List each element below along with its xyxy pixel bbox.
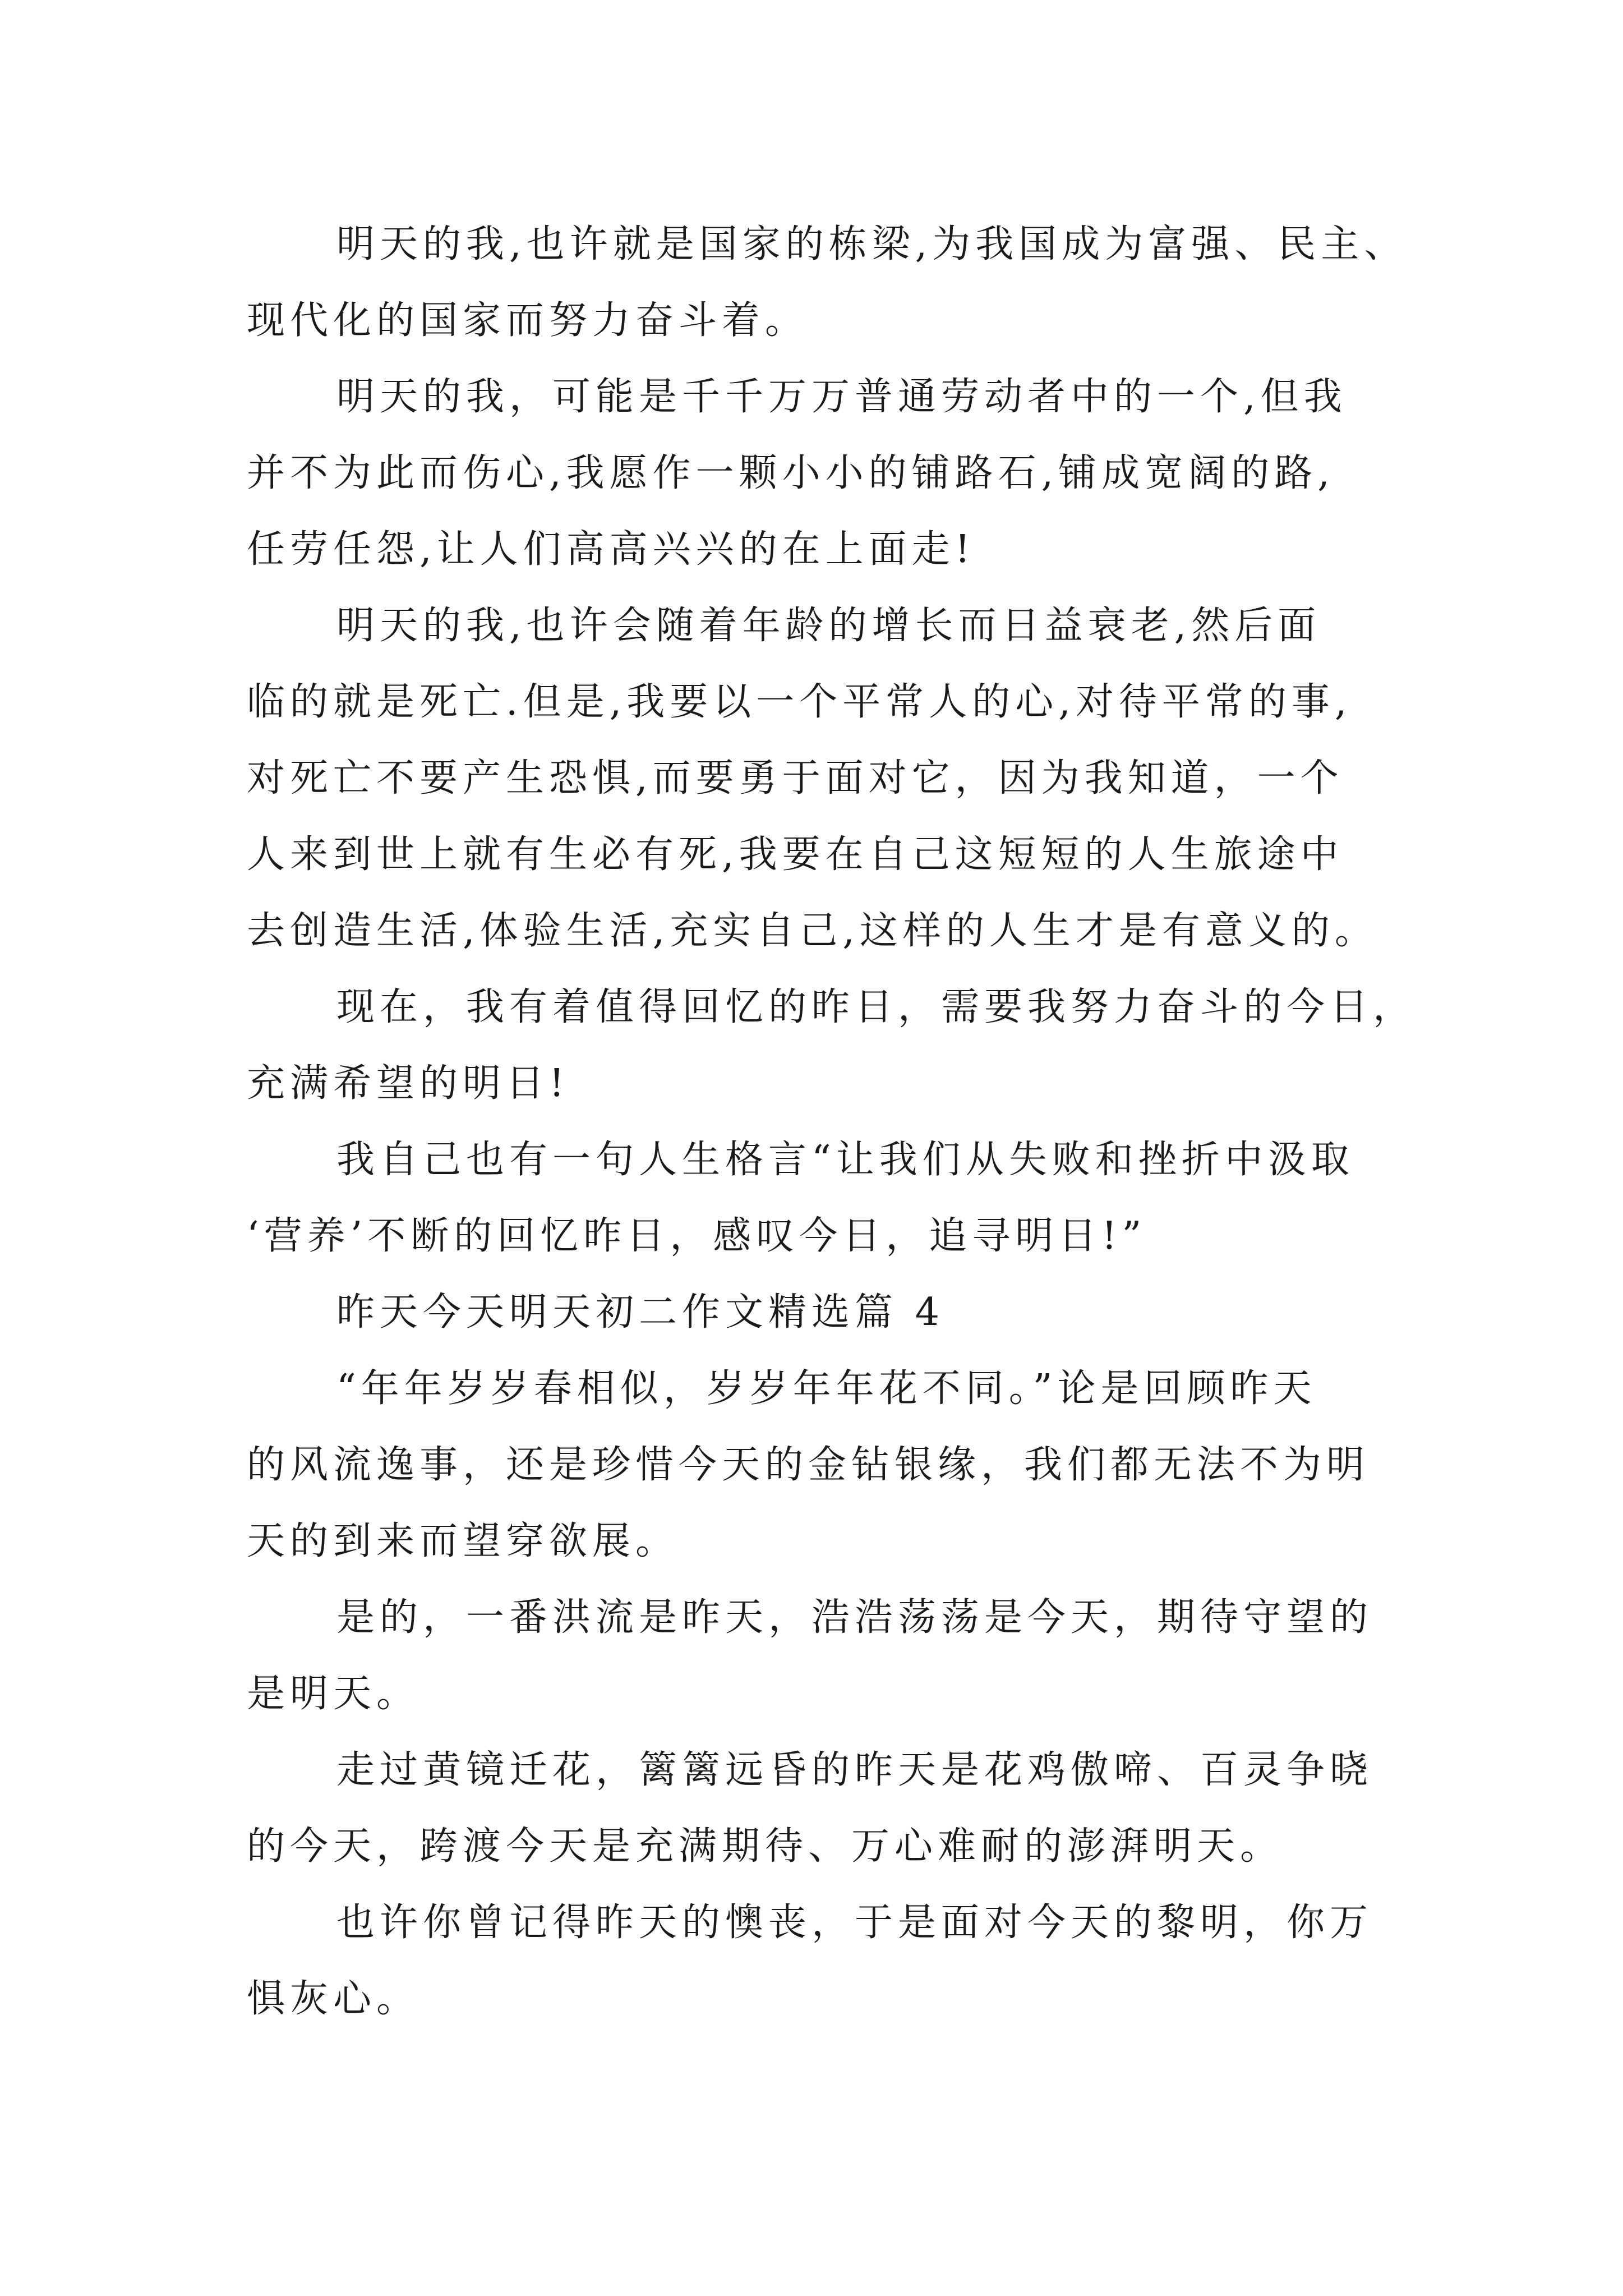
section-heading: 昨天今天明天初二作文精选篇 4 (336, 1290, 944, 1335)
text-line: 我自己也有一句人生格言“让我们从失败和挫折中汲取 (336, 1138, 1354, 1182)
text-line: 走过黄镜迁花，篱篱远昏的昨天是花鸡傲啼、百灵争晓 (336, 1748, 1373, 1792)
text-line: 充满希望的明日! (247, 1061, 570, 1106)
text-line: 明天的我，可能是千千万万普通劳动者中的一个,但我 (336, 375, 1347, 419)
text-line: 的风流逸事，还是珍惜今天的金钻银缘，我们都无法不为明 (247, 1443, 1370, 1487)
text-line: 明天的我,也许会随着年龄的增长而日益衰老,然后面 (336, 604, 1321, 648)
text-line: 惧灰心。 (247, 1977, 420, 2021)
text-line: 现代化的国家而努力奋斗着。 (247, 298, 809, 343)
text-line: “年年岁岁春相似，岁岁年年花不同。”论是回顾昨天 (336, 1366, 1317, 1411)
text-line: 的今天，跨渡今天是充满期待、万心难耐的澎湃明天。 (247, 1824, 1284, 1869)
text-line: 明天的我,也许就是国家的栋梁,为我国成为富强、民主、 (336, 222, 1408, 266)
text-line: 天的到来而望穿欲展。 (247, 1519, 679, 1563)
text-line: 临的就是死亡.但是,我要以一个平常人的心,对待平常的事, (247, 680, 1352, 724)
text-line: ‘营养’不断的回忆昨日，感叹今日，追寻明日!” (247, 1214, 1147, 1258)
text-line: 是的，一番洪流是昨天，浩浩荡荡是今天，期待守望的 (336, 1595, 1373, 1640)
text-line: 任劳任怨,让人们高高兴兴的在上面走! (247, 527, 975, 572)
text-line: 去创造生活,体验生活,充实自己,这样的人生才是有意义的。 (247, 909, 1378, 953)
text-line: 也许你曾记得昨天的懊丧，于是面对今天的黎明，你万 (336, 1901, 1373, 1945)
text-line: 对死亡不要产生恐惧,而要勇于面对它，因为我知道，一个 (247, 756, 1344, 800)
text-line: 现在，我有着值得回忆的昨日，需要我努力奋斗的今日， (336, 985, 1417, 1029)
text-line: 人来到世上就有生必有死,我要在自己这短短的人生旅途中 (247, 832, 1344, 877)
text-line: 并不为此而伤心,我愿作一颗小小的铺路石,铺成宽阔的路, (247, 451, 1335, 495)
text-line: 是明天。 (247, 1672, 420, 1716)
